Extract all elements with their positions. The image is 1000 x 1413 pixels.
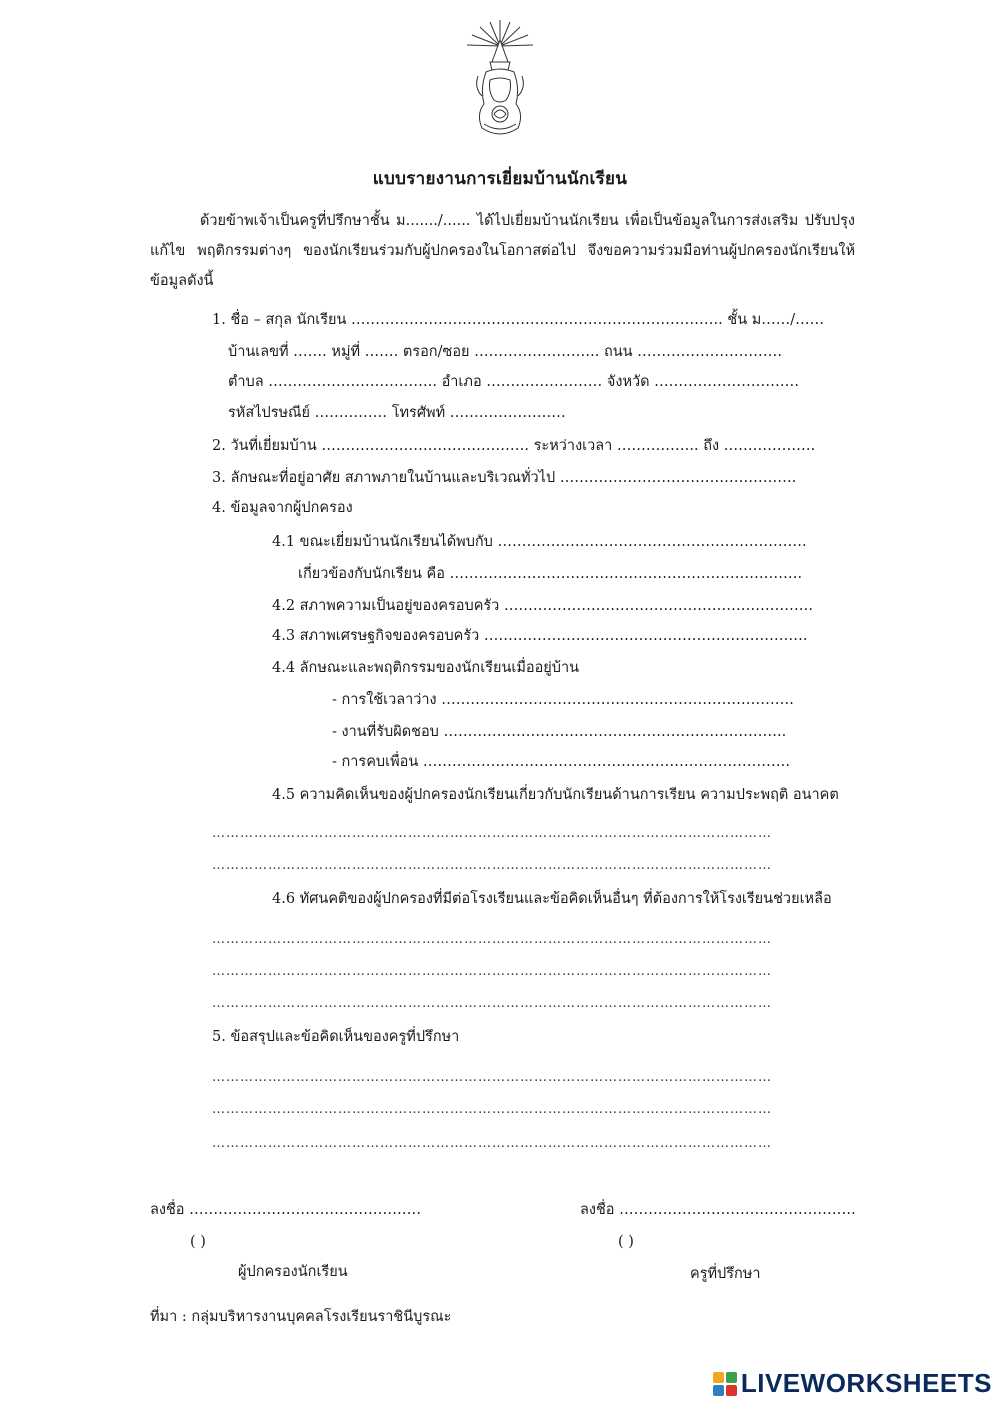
free-time-field[interactable]: - การใช้เวลาว่าง ……………………………………………………………….	[332, 692, 794, 708]
liveworksheets-logo-icon	[713, 1372, 737, 1396]
guardian-label: ผู้ปกครองนักเรียน	[238, 1264, 348, 1280]
guardian-opinion-heading: 4.5 ความคิดเห็นของผู้ปกครองนักเรียนเกี่ยวกับนักเรียนด้านการเรียน ความประพฤติ อนาคต	[272, 787, 839, 803]
guardian-name-parentheses[interactable]: ( )	[190, 1234, 206, 1250]
advisor-label: ครูที่ปรึกษา	[690, 1266, 761, 1282]
friends-field[interactable]: - การคบเพื่อน ………………………………………………………………….	[332, 754, 790, 770]
form-title: แบบรายงานการเยี่ยมบ้านนักเรียน	[372, 169, 628, 189]
summary-blank-line[interactable]: …………………………………………………………………………………………………………	[212, 1136, 772, 1151]
postal-phone-field[interactable]: รหัสไปรษณีย์ …………… โทรศัพท์ ……………………	[228, 405, 566, 421]
summary-blank-line[interactable]: …………………………………………………………………………………………………………	[212, 1102, 772, 1117]
attitude-blank-line[interactable]: …………………………………………………………………………………………………………	[212, 932, 772, 947]
advisor-name-parentheses[interactable]: ( )	[618, 1234, 634, 1250]
visit-date-field[interactable]: 2. วันที่เยี่ยมบ้าน ……………………………………. ระหว่างเวลา …………….. ถึง ……………….	[212, 438, 816, 454]
guardian-signature-line[interactable]: ลงชื่อ …………………………………………	[150, 1202, 422, 1218]
relation-field[interactable]: เกี่ยวข้องกับนักเรียน คือ ……………………………………………………………….	[298, 566, 803, 582]
family-economy-field[interactable]: 4.3 สภาพเศรษฐกิจของครอบครัว ………………………………………………………….	[272, 628, 808, 644]
attitude-blank-line[interactable]: …………………………………………………………………………………………………………	[212, 996, 772, 1011]
attitude-blank-line[interactable]: …………………………………………………………………………………………………………	[212, 964, 772, 979]
school-emblem	[460, 18, 540, 143]
intro-text: ด้วยข้าพเจ้าเป็นครูที่ปรึกษาชั้น ม......./...... ได้ไปเยี่ยมบ้านนักเรียน เพื่อเป็นข้อมูลในการส่งเสริม ปรับปรุง แก้ไข พฤติกรรมต่างๆ ของนักเรียนร่วมกับผู้ปกครองในโอกาสต่อไป จึงขอความร่วมมือท่านผู้ปกครองนักเรียนให้ข้อมูลดังนี้	[150, 213, 855, 289]
opinion-blank-line[interactable]: …………………………………………………………………………………………………………	[212, 826, 772, 841]
guardian-attitude-heading: 4.6 ทัศนคติของผู้ปกครองที่มีต่อโรงเรียนและข้อคิดเห็นอื่นๆ ที่ต้องการให้โรงเรียนช่วยเหลือ	[272, 891, 832, 907]
source-note: ที่มา : กลุ่มบริหารงานบุคคลโรงเรียนราชินีบูรณะ	[150, 1309, 452, 1325]
section-5-heading: 5. ข้อสรุปและข้อคิดเห็นของครูที่ปรึกษา	[212, 1029, 460, 1045]
intro-paragraph	[150, 206, 855, 296]
liveworksheets-text: LIVEWORKSHEETS	[740, 1368, 992, 1398]
behavior-heading: 4.4 ลักษณะและพฤติกรรมของนักเรียนเมื่ออยู่บ้าน	[272, 660, 580, 676]
advisor-signature-line[interactable]: ลงชื่อ ………………………………………….	[580, 1202, 856, 1218]
family-living-field[interactable]: 4.2 สภาพความเป็นอยู่ของครอบครัว ……………………………………………………….	[272, 598, 814, 614]
liveworksheets-watermark	[713, 1368, 992, 1399]
opinion-blank-line[interactable]: …………………………………………………………………………………………………………	[212, 858, 772, 873]
residence-field[interactable]: 3. ลักษณะที่อยู่อาศัย สภาพภายในบ้านและบริเวณทั่วไป ………………………………………….	[212, 470, 797, 486]
student-name-field[interactable]: 1. ชื่อ – สกุล นักเรียน ………………………………………………………………….. ชั้น ม……/……	[212, 312, 825, 328]
summary-blank-line[interactable]: …………………………………………………………………………………………………………	[212, 1070, 772, 1085]
address-field[interactable]: บ้านเลขที่ ……. หมู่ที่ ……. ตรอก/ซอย …………………….. ถนน …………………………	[228, 344, 783, 360]
met-with-field[interactable]: 4.1 ขณะเยี่ยมบ้านนักเรียนได้พบกับ ……………………………………………………….	[272, 534, 807, 550]
district-field[interactable]: ตำบล …………………………….. อำเภอ …………………… จังหวัด …………………………	[228, 374, 800, 390]
responsibility-field[interactable]: - งานที่รับผิดชอบ ……………………………………………………………..	[332, 724, 787, 740]
section-4-heading: 4. ข้อมูลจากผู้ปกครอง	[212, 500, 353, 516]
